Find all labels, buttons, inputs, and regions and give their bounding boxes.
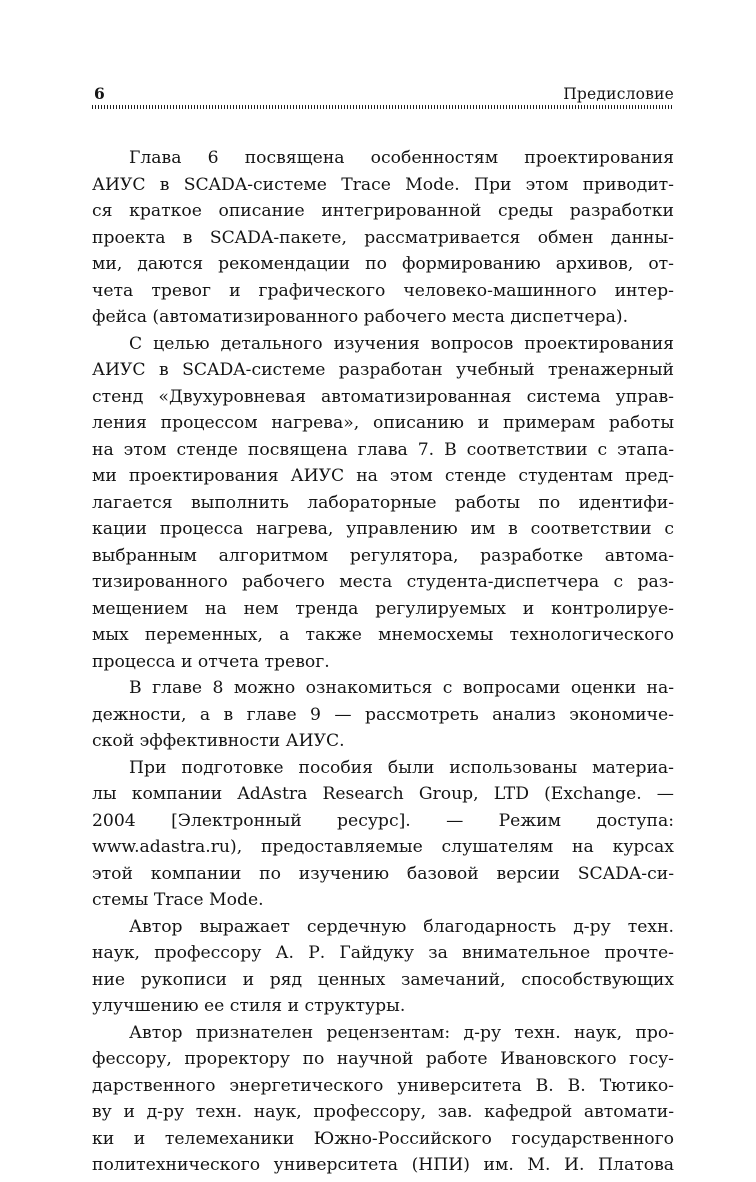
text-line: политехнического университета (НПИ) им. М. И. Платова <box>92 1155 674 1175</box>
text-line: лагается выполнить лабораторные работы по идентифи- <box>92 492 674 513</box>
text-line: Глава 6 посвящена особенностям проектирования <box>129 148 674 168</box>
running-head <box>92 84 674 106</box>
page-number: 6 <box>94 84 105 103</box>
text-line: ской эффективности АИУС. <box>92 731 345 751</box>
text-line: чета тревог и графического человеко-машинного интер- <box>92 280 674 301</box>
text-line: В главе 8 можно ознакомиться с вопросами оценки на- <box>129 678 674 698</box>
text-line: ления процессом нагрева», описанию и примерам работы <box>92 413 674 433</box>
text-line: дежности, а в главе 9 — рассмотреть анализ экономиче- <box>92 704 674 725</box>
text-line: 2004 [Электронный ресурс]. — Режим доступа: <box>92 810 674 831</box>
text-line: проекта в SCADA-пакете, рассматривается обмен данны- <box>92 227 674 248</box>
text-line: фейса (автоматизированного рабочего места диспетчера). <box>92 307 629 327</box>
text-line: АИУС в SCADA-системе Trace Mode. При этом приводит- <box>92 174 674 195</box>
text-line: При подготовке пособия были использованы материа- <box>129 757 674 778</box>
text-line: ми проектирования АИУС на этом стенде студентам пред- <box>92 466 674 486</box>
body-text <box>92 145 674 1179</box>
text-line: тизированного рабочего места студента-диспетчера с раз- <box>92 572 674 592</box>
section-title: Предисловие <box>563 85 674 103</box>
text-line: мых переменных, а также мнемосхемы технологического <box>92 625 674 645</box>
text-line: улучшению ее стиля и структуры. <box>92 996 406 1016</box>
text-line: процесса и отчета тревог. <box>92 651 330 672</box>
text-line: С целью детального изучения вопросов проектирования <box>129 333 674 354</box>
text-line: ки и телемеханики Южно-Российского государственного <box>92 1128 674 1149</box>
text-line: Автор выражает сердечную благодарность д-ру техн. <box>129 916 674 937</box>
text-line: лы компании AdAstra Research Group, LTD (Exchange. — <box>92 784 674 804</box>
text-line: кации процесса нагрева, управлению им в соответствии с <box>92 519 674 539</box>
text-line: Автор признателен рецензентам: д-ру техн. наук, про- <box>129 1022 674 1043</box>
header-divider <box>92 105 674 109</box>
text-line: ву и д-ру техн. наук, профессору, зав. кафедрой автомати- <box>92 1102 674 1122</box>
text-line: ся краткое описание интегрированной среды разработки <box>92 201 674 221</box>
text-line: www.adastra.ru), предоставляемые слушателям на курсах <box>92 837 674 857</box>
text-line: стемы Trace Mode. <box>92 890 264 910</box>
text-line: стенд «Двухуровневая автоматизированная система управ- <box>92 386 674 407</box>
text-line: мещением на нем тренда регулируемых и контролируе- <box>92 598 674 619</box>
text-line: ние рукописи и ряд ценных замечаний, способствующих <box>92 969 674 990</box>
text-line: на этом стенде посвящена глава 7. В соответствии с этапа- <box>92 439 674 460</box>
text-line: ми, даются рекомендации по формированию архивов, от- <box>92 254 674 274</box>
text-line: выбранным алгоритмом регулятора, разработке автома- <box>92 545 674 566</box>
text-line: наук, профессору А. Р. Гайдуку за внимательное прочте- <box>92 943 674 963</box>
text-line: дарственного энергетического университета В. В. Тютико- <box>92 1075 674 1096</box>
text-line: АИУС в SCADA-системе разработан учебный тренажерный <box>92 360 674 380</box>
text-line: этой компании по изучению базовой версии SCADA-си- <box>92 863 674 884</box>
text-line: фессору, проректору по научной работе Ивановского госу- <box>92 1049 674 1069</box>
